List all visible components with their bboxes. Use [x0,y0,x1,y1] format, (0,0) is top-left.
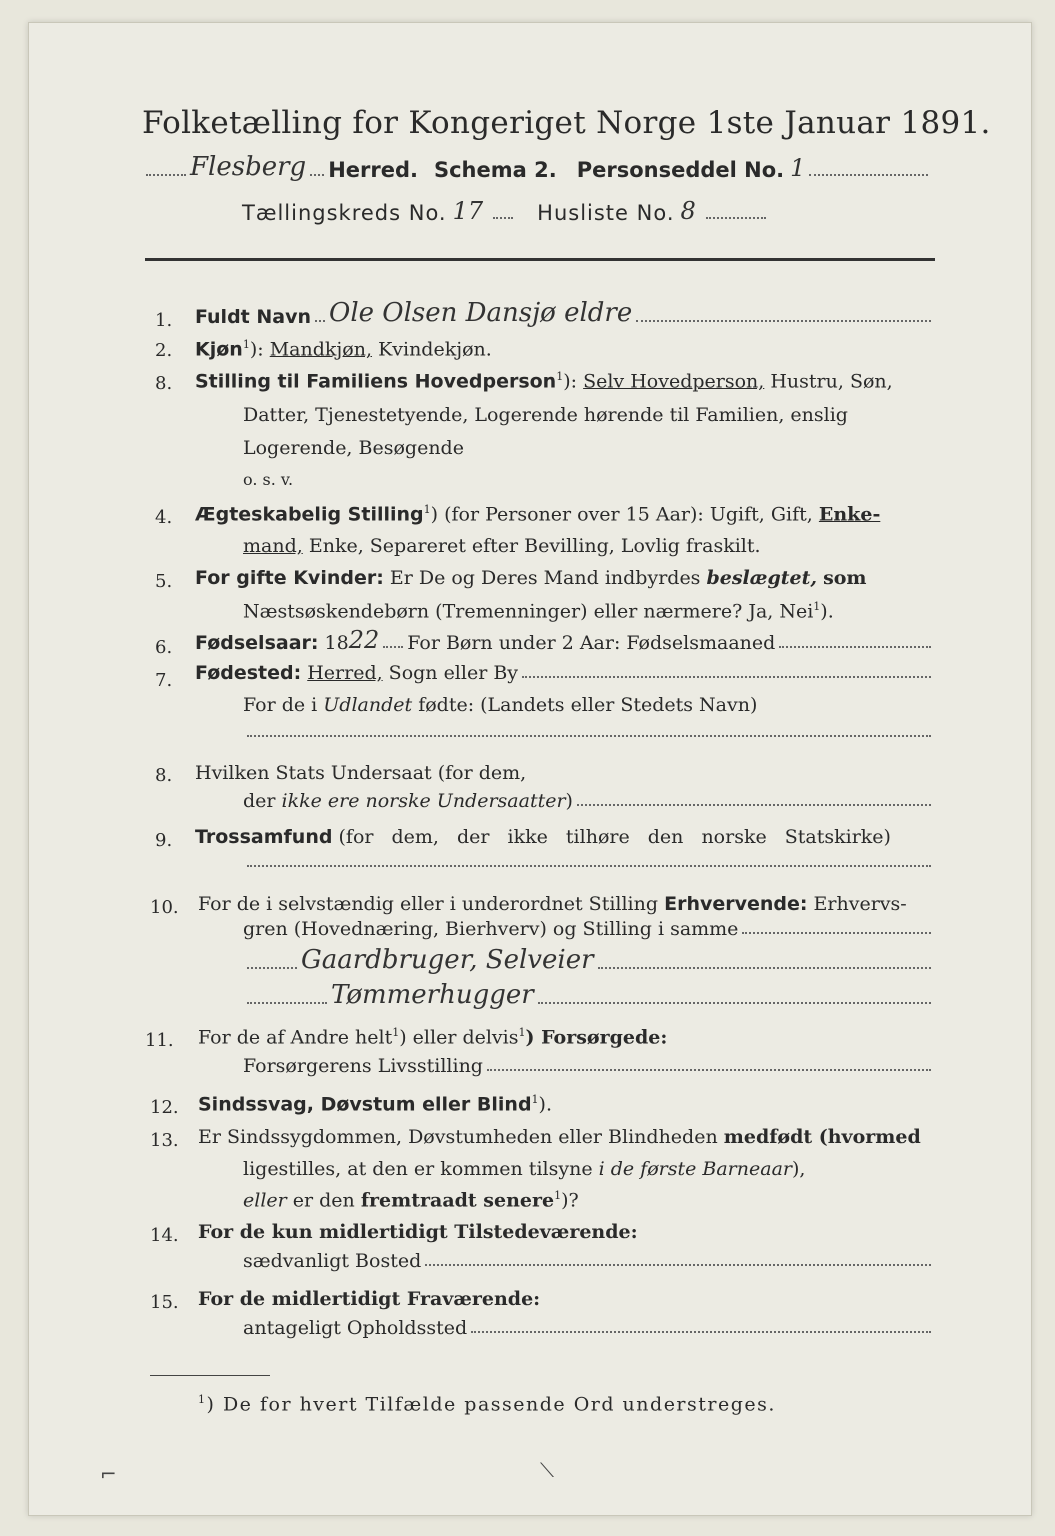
footnote-text: ) De for hvert Tilfælde passende Ord understreges. [206,1393,776,1416]
q9-blank-line [243,855,935,873]
kreds-value: 17 [452,197,484,225]
q13-line1b: medfødt (hvormed [723,1126,921,1148]
q5-line2-text: Næstsøskendebørn (Tremenninger) eller nærmere? Ja, Nei [243,600,814,623]
q9-line1 [195,826,891,848]
herred-value: Flesberg [190,152,307,182]
q14-number: 14. [150,1225,179,1246]
q7-line1 [195,662,935,684]
kreds-line [242,197,832,225]
q5-label: For gifte Kvinder: [195,567,384,589]
q12-row [198,1093,552,1115]
q4-line2 [243,535,761,557]
q10-line2-text: gren (Hovednæring, Bierhverv) og Stilling i samme [243,918,739,940]
q14-line2-text: sædvanligt Bosted [243,1250,422,1272]
q11-line2 [243,1055,935,1077]
q6-number: 6. [155,637,173,658]
q14-line1: For de kun midlertidigt Tilstedeværende: [198,1221,638,1243]
q13-number: 13. [150,1130,179,1151]
q4-line2-rest: Enke, Separeret efter Bevilling, Lovlig fraskilt. [308,535,761,557]
q11-line1a: For de af Andre helt [198,1026,393,1049]
q8-line2c: ) [565,790,573,812]
q11-line2-text: Forsørgerens Livsstilling [243,1055,483,1077]
q6-row [195,626,935,654]
q7-line2a: For de i [243,694,318,716]
q7-label: Fødested: [195,662,302,684]
schema-label: Schema 2. [433,158,557,182]
herred-label: Herred. [328,158,418,182]
q2-sup: 1 [242,338,250,351]
q9-number: 9. [155,830,173,851]
q11-line1c: ) Forsørgede: [525,1026,668,1049]
q7-rest: Sogn eller By [388,662,519,684]
q10-line2 [243,918,935,940]
q3-rest: ): [563,370,578,393]
q3-line1-rest: Hustru, Søn, [770,370,893,393]
kreds-label: Tællingskreds No. [242,201,447,225]
herred-line [142,152,932,182]
q7-line2c: fødte: (Landets eller Stedets Navn) [418,694,758,716]
q10-value1: Gaardbruger, Selveier [301,945,594,975]
q3-line3: Logerende, Besøgende [243,437,464,459]
q2-label: Kjøn [195,338,243,361]
q15-line2-text: antageligt Opholdssted [243,1317,468,1339]
q2-rest: ): [249,338,264,361]
q15-number: 15. [150,1292,179,1313]
q13-line3 [243,1189,579,1211]
q2-opt-mandkjon: Mandkjøn, [269,338,373,361]
q1-label: Fuldt Navn [195,306,312,328]
husliste-label: Husliste No. [537,201,675,225]
form-title: Folketælling for Kongeriget Norge 1ste Januar 1891. [142,105,991,141]
q11-sup-b: 1 [518,1026,526,1039]
q8-number: 8. [155,765,173,786]
q12-number: 12. [150,1097,179,1118]
q13-line3b: er den [292,1189,355,1212]
q6-prefix: 18 [324,632,349,654]
q10-value2-line [243,980,935,1010]
q4-line1 [195,503,880,525]
q6-label: Fødselsaar: [195,632,319,654]
q2-number: 2. [155,340,173,361]
q5-beslaegtet: beslægtet, [706,567,818,589]
q1-number: 1. [155,310,173,331]
footnote [198,1393,776,1415]
q5-line1-rest: Er De og Deres Mand indbyrdes [389,567,701,589]
q9-label: Trossamfund [195,826,333,848]
q3-opt-selv: Selv Hovedperson, [583,370,765,393]
q10-line1 [198,893,907,915]
q7-line2 [243,694,757,716]
q4-label: Ægteskabelig Stilling [195,503,424,526]
q15-line2 [243,1317,935,1339]
q6-value: 22 [348,626,380,654]
q7-opt-herred: Herred, [307,662,383,684]
q3-number: 8. [155,373,173,394]
q13-line2 [243,1158,805,1180]
q12-label: Sindssvag, Døvstum eller Blind [198,1093,532,1116]
q2-opt-kvindekjon: Kvindekjøn. [378,338,492,361]
q8-line2 [243,790,935,812]
q13-line3a: eller [243,1189,287,1212]
q13-line1a: Er Sindssygdommen, Døvstumheden eller Blindheden [198,1126,718,1148]
q2-row [195,338,492,360]
q8-line2a: der [243,790,276,812]
footnote-divider [150,1375,270,1376]
footnote-mark: 1 [198,1393,207,1406]
q14-line2 [243,1250,935,1272]
q10-value1-line [243,945,935,975]
q6-rest: For Børn under 2 Aar: Fødselsmaaned [407,632,776,654]
q4-number: 4. [155,507,173,528]
q1-value: Ole Olsen Dansjø eldre [329,298,633,328]
q3-line1 [195,370,893,392]
corner-mark-middle: ⟍ [540,1458,554,1482]
q7-udlandet: Udlandet [323,694,413,716]
corner-mark-left: ⌐ [100,1462,117,1486]
q8-line2b: ikke ere norske Undersaatter [281,790,566,812]
q10-line1b: Erhvervende: [664,893,808,915]
q5-line2 [243,600,834,622]
q9-rest: (for dem, der ikke tilhøre den norske Statskirke) [338,826,891,848]
q5-som: som [823,567,867,589]
q5-number: 5. [155,571,173,592]
q3-label: Stilling til Familiens Hovedperson [195,370,557,393]
personseddel-label: Personseddel No. [576,158,785,182]
personseddel-value: 1 [790,154,806,182]
q1-row [195,298,935,328]
q15-line1: For de midlertidigt Fraværende: [198,1288,541,1310]
q5-sup: 1 [813,600,821,613]
q12-end: ). [538,1093,552,1116]
q7-number: 7. [155,670,173,691]
q3-line4: o. s. v. [243,470,294,489]
q13-sup: 1 [554,1189,562,1202]
q12-sup: 1 [531,1093,539,1106]
husliste-value: 8 [680,197,696,225]
q11-line1b: ) eller delvis [399,1026,519,1049]
q11-number: 11. [145,1030,174,1051]
q11-sup-a: 1 [392,1026,400,1039]
q4-opt-enkemand-b: mand, [243,535,303,557]
q13-line2a: ligestilles, at den er kommen tilsyne [243,1158,593,1180]
q10-line1a: For de i selvstændig eller i underordnet Stilling [198,893,659,915]
q13-line2b: i de første Barneaar [598,1158,792,1180]
q3-line2: Datter, Tjenestetyende, Logerende hørende til Familien, enslig [243,404,848,426]
q13-line3c: fremtraadt senere [360,1189,555,1212]
q10-line1c: Erhvervs- [813,893,907,915]
q10-value2: Tømmerhugger [331,980,534,1010]
q3-sup: 1 [556,370,564,383]
q4-sup: 1 [423,503,431,516]
q13-line3d: )? [561,1189,579,1212]
header-divider [145,258,935,261]
q5-line2-end: ). [820,600,834,623]
q13-line2c: ), [792,1158,806,1180]
q4-line1-rest: ) (for Personer over 15 Aar): Ugift, Gift, [430,503,813,526]
q7-blank-line [243,725,935,743]
q4-opt-enkemand-a: Enke- [818,503,881,526]
q11-line1 [198,1026,667,1048]
q10-number: 10. [150,897,179,918]
q13-line1 [198,1126,921,1148]
q8-line1: Hvilken Stats Undersaat (for dem, [195,762,527,784]
q5-line1 [195,567,867,589]
